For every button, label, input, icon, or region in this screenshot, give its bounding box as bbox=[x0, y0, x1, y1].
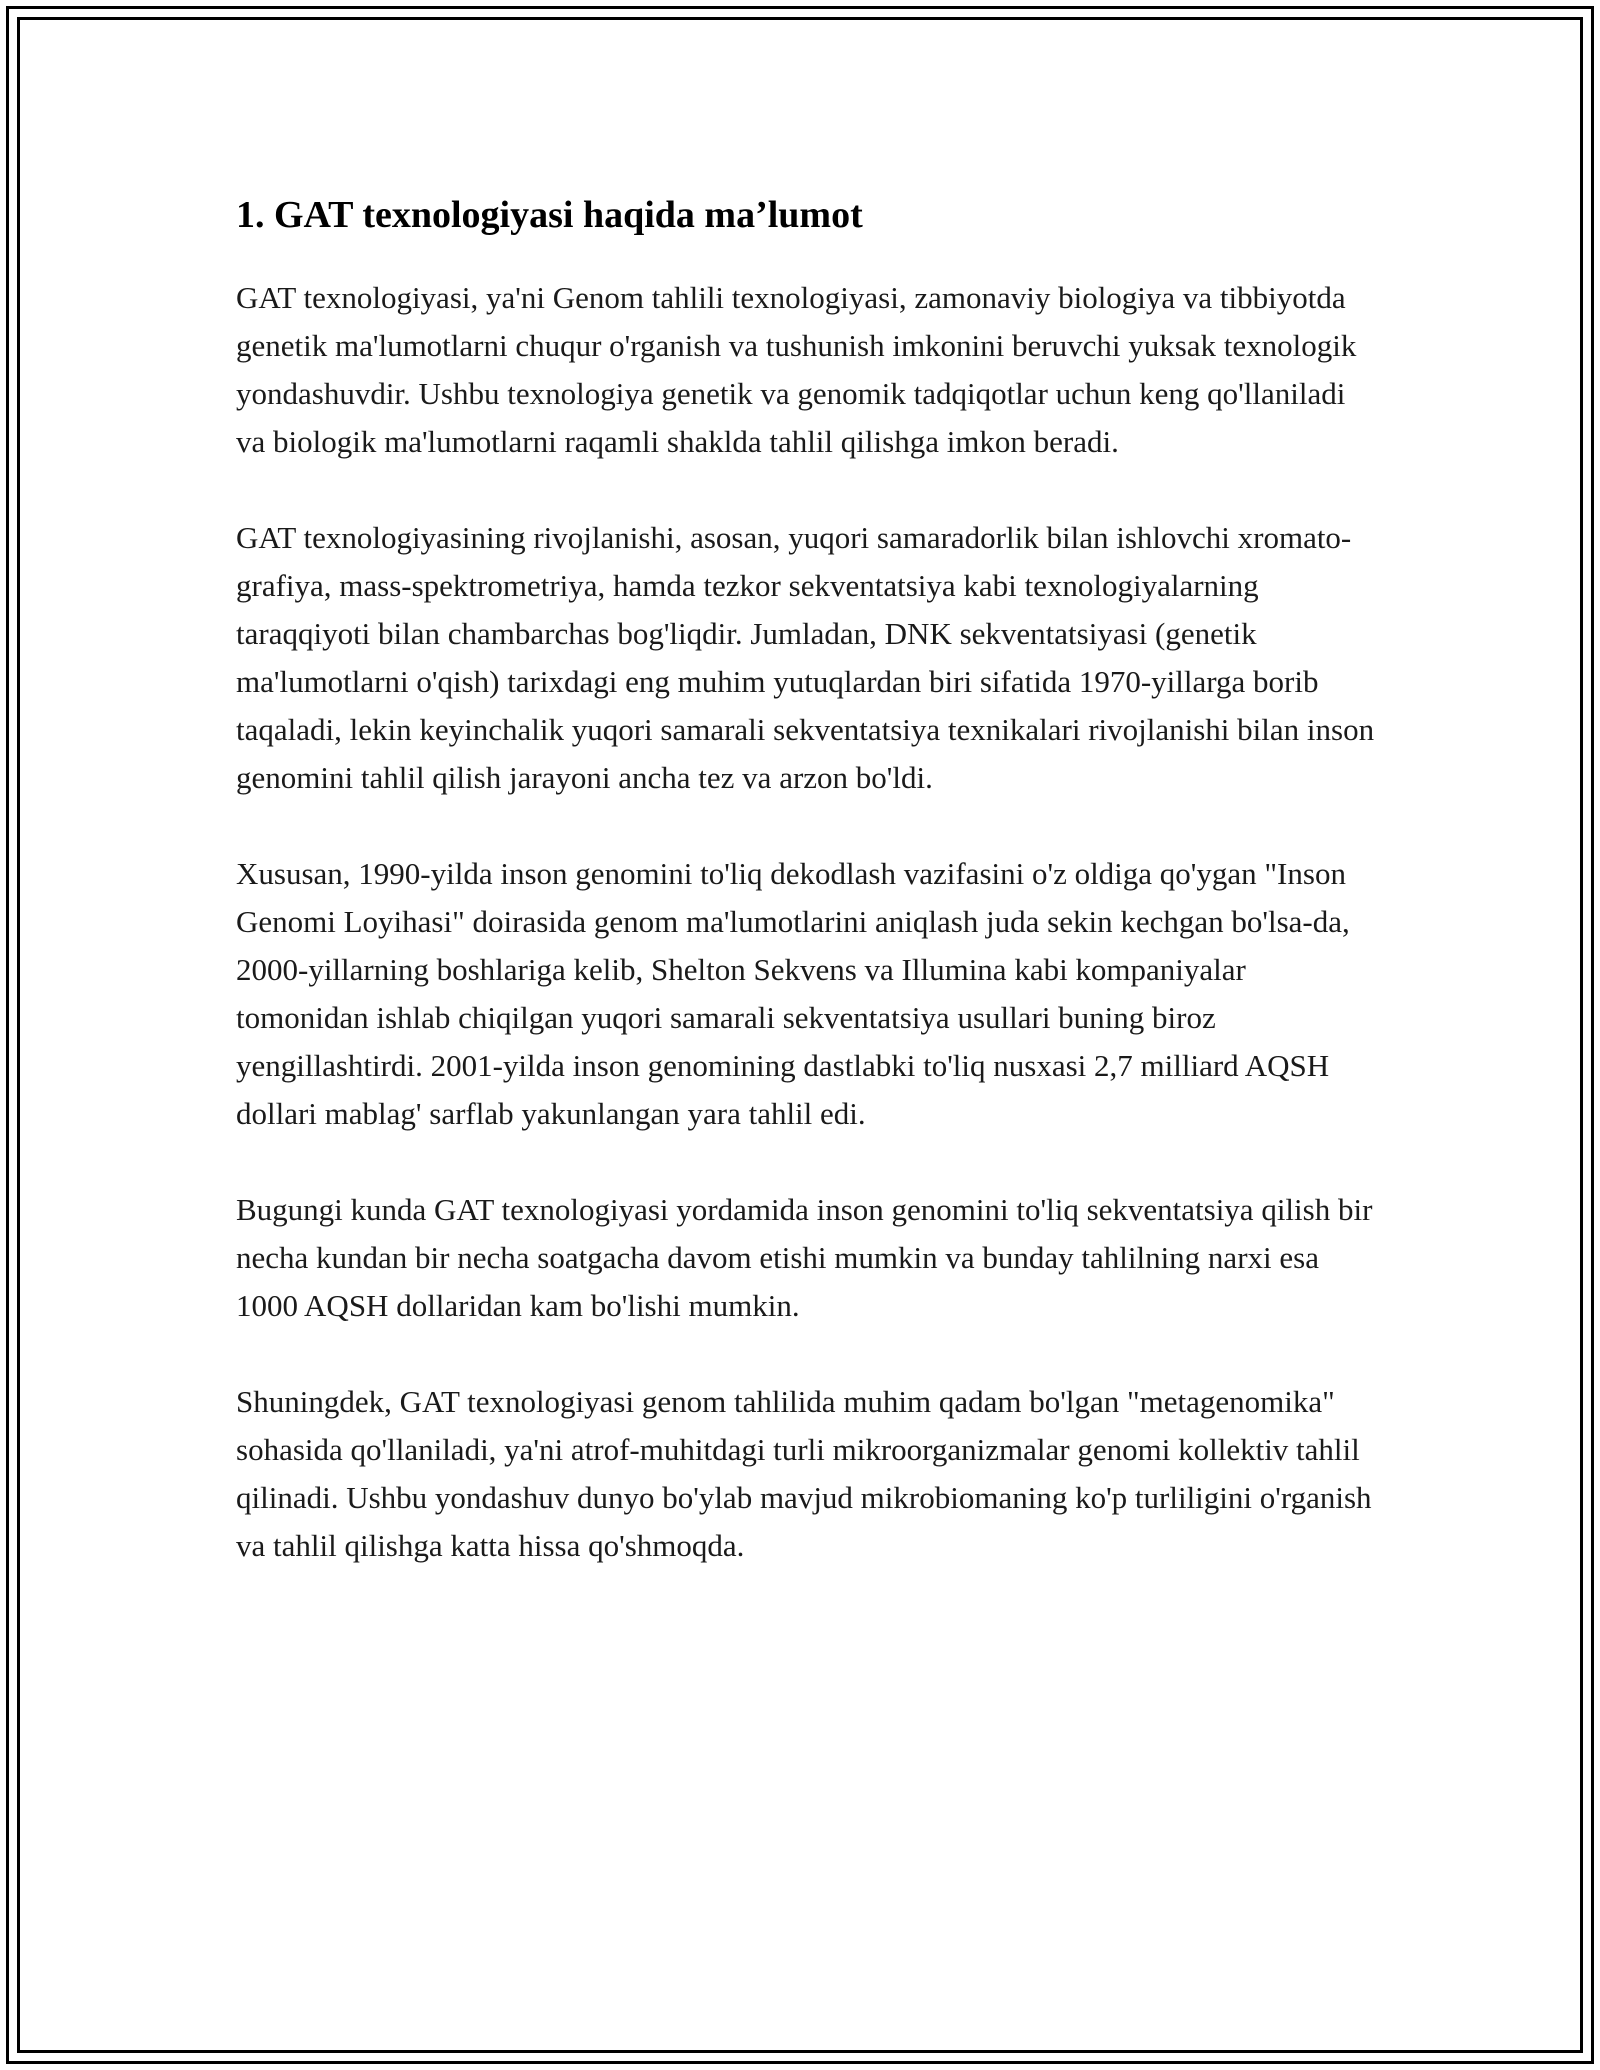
paragraph-today: Bugungi kunda GAT texnologiyasi yordamida inson genomini to'liq sekventatsiya qilish bir necha kundan bir necha soatgacha davom etishi mumkin va bunday tahlilning narxi esa 1000 AQSH dollaridan kam bo'lishi mumkin. bbox=[236, 1192, 1373, 1323]
paragraph-development: GAT texnologiyasining rivojlanishi, asosan, yuqori samaradorlik bilan ishlovchi xromato-grafiya, mass-spektrometriya, hamda tezkor sekventatsiya kabi texnologiyalarning taraqqiyoti bilan chambarchas bog'liqdir. Jumladan, DNK sekventatsiyasi (genetik ma'lumotlarni o'qish) tarixdagi eng muhim yutuqlardan biri sifatida 1970-yillarga borib taqaladi, lekin keyinchalik yuqori samarali sekventatsiya texnikalari rivojlanishi bilan inson genomini tahlil qilish jarayoni ancha tez va arzon bo'ldi. bbox=[236, 520, 1375, 795]
section-heading: 1. GAT texnologiyasi haqida ma’lumot bbox=[236, 194, 863, 236]
paragraph-human-genome-project: Xususan, 1990-yilda inson genomini to'liq dekodlash vazifasini o'z oldiga qo'ygan "Inson Genomi Loyihasi" doirasida genom ma'lumotlarini aniqlash juda sekin kechgan bo'lsa-da, 2000-yillarning boshlariga kelib, Shelton Sekvens va Illumina kabi kompaniyalar tomonidan ishlab chiqilgan yuqori samarali sekventatsiya usullari buning biroz yengillashtirdi. 2001-yilda inson genomining dastlabki to'liq nusxasi 2,7 milliard AQSH dollari mablag' sarflab yakunlangan yara tahlil edi. bbox=[236, 856, 1350, 1131]
paragraph-intro: GAT texnologiyasi, ya'ni Genom tahlili texnologiyasi, zamonaviy biologiya va tibbiyotda genetik ma'lumotlarni chuqur o'rganish va tushunish imkonini beruvchi yuksak texnologik yondashuvdir. Ushbu texnologiya genetik va genomik tadqiqotlar uchun keng qo'llaniladi va biologik ma'lumotlarni raqamli shaklda tahlil qilishga imkon beradi. bbox=[236, 280, 1357, 459]
document-body bbox=[236, 186, 1376, 1618]
paragraph-metagenomics: Shuningdek, GAT texnologiyasi genom tahlilida muhim qadam bo'lgan "metagenomika" sohasida qo'llaniladi, ya'ni atrof-muhitdagi turli mikroorganizmalar genomi kollektiv tahlil qilinadi. Ushbu yondashuv dunyo bo'ylab mavjud mikrobiomaning ko'p turliligini o'rganish va tahlil qilishga katta hissa qo'shmoqda. bbox=[236, 1384, 1372, 1563]
